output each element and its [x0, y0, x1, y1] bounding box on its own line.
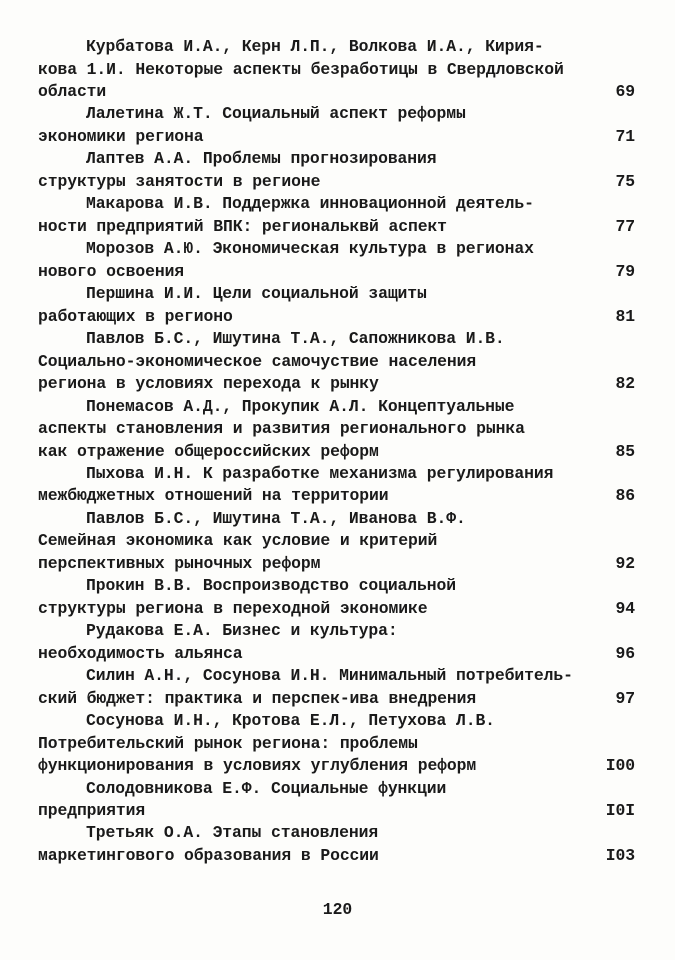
- toc-entry-continuation: экономики региона: [38, 126, 204, 146]
- toc-entry-continuation: перспективных рыночных реформ: [38, 553, 321, 573]
- toc-entry-line: [0, 620, 675, 642]
- toc-entry-line: [0, 733, 675, 755]
- toc-entry-line: [0, 238, 675, 260]
- toc-entry-line: [0, 81, 675, 103]
- toc-entry-line: [0, 261, 675, 283]
- toc-entry-page: 79: [615, 261, 635, 281]
- toc-entry-line: [0, 688, 675, 710]
- toc-entry-page: 71: [615, 126, 635, 146]
- toc-entry-line: [0, 710, 675, 732]
- toc-entry-line: [0, 508, 675, 530]
- toc-entry-page: I00: [605, 756, 635, 775]
- toc-entry-title: Курбатова И.А., Керн Л.П., Волкова И.А., Кирия-: [86, 37, 544, 56]
- toc-entry-continuation: функционирования в условиях углубления реформ: [38, 756, 477, 775]
- toc-entry-title: Пыхова И.Н. К разработке механизма регулирования: [86, 463, 554, 483]
- toc-entry-line: [0, 755, 675, 777]
- toc-entry-continuation: Потребительский рынок региона: проблемы: [38, 733, 418, 753]
- toc-entry-title: Першина И.И. Цели социальной защиты: [86, 284, 427, 304]
- toc-entry-page: 75: [615, 171, 635, 191]
- toc-entry-title: Рудакова Е.А. Бизнес и культура:: [86, 621, 398, 641]
- toc-entry-title: Солодовникова Е.Ф. Социальные функции: [86, 778, 447, 798]
- toc-entry-line: [0, 575, 675, 597]
- toc-entry-page: 85: [615, 441, 635, 461]
- toc-entry-continuation: структуры занятости в регионе: [38, 171, 321, 191]
- toc-entry-line: [0, 530, 675, 552]
- toc-entry-line: [0, 598, 675, 620]
- toc-entry-page: 97: [615, 688, 635, 708]
- toc-entry-title: Понемасов А.Д., Прокупик А.Л. Концептуальные: [86, 396, 515, 416]
- toc-entry-line: [0, 441, 675, 463]
- toc-entry-line: [0, 171, 675, 193]
- toc-entry-continuation: маркетингового образования в России: [38, 845, 379, 865]
- toc-entry-line: [0, 485, 675, 507]
- toc-entry-continuation: нового освоения: [38, 261, 185, 281]
- toc-entry-line: [0, 103, 675, 125]
- toc-entry-page: 92: [615, 553, 635, 573]
- toc-entry-title: Макарова И.В. Поддержка инновационной деятель-: [86, 194, 534, 214]
- toc-entry-title: Силин А.Н., Сосунова И.Н. Минимальный потребитель-: [86, 666, 573, 686]
- toc-entry-title: Лалетина Ж.Т. Социальный аспект реформы: [86, 104, 466, 124]
- page-number: 120: [322, 900, 353, 919]
- toc-entry-line: [0, 283, 675, 305]
- toc-entry-line: [0, 36, 675, 58]
- toc-entry-line: [0, 463, 675, 485]
- toc-entry-title: Павлов Б.С., Ишутина Т.А., Сапожникова И.В.: [86, 329, 505, 349]
- toc-entry-title: Морозов А.Ю. Экономическая культура в регионах: [86, 239, 534, 259]
- toc-entry-continuation: структуры региона в переходной экономике: [38, 598, 428, 618]
- toc-entry-continuation: аспекты становления и развития регионального рынка: [38, 419, 525, 438]
- toc-entry-continuation: Семейная экономика как условие и критерий: [38, 531, 438, 551]
- toc-entry-line: [0, 328, 675, 350]
- toc-entry-line: [0, 373, 675, 395]
- toc-entry-continuation: работающих в регионо: [38, 306, 233, 326]
- toc-entry-title: Лаптев А.А. Проблемы прогнозирования: [86, 149, 437, 169]
- toc-entry-line: [0, 553, 675, 575]
- toc-entry-title: Третьяк О.А. Этапы становления: [86, 823, 379, 843]
- toc-entry-continuation: Социально-экономическое самочуствие населения: [38, 351, 477, 371]
- toc-entry-title: Сосунова И.Н., Кротова Е.Л., Петухова Л.В.: [86, 711, 495, 731]
- toc-entry-line: [0, 643, 675, 665]
- toc-entry-continuation: кова 1.И. Некоторые аспекты безработицы в Свердловской: [38, 59, 564, 79]
- toc-entry-line: [0, 126, 675, 148]
- toc-entry-line: [0, 778, 675, 800]
- toc-entry-page: 96: [615, 643, 635, 663]
- toc-entry-continuation: предприятия: [38, 801, 146, 820]
- toc-entry-continuation: ский бюджет: практика и перспек-ива внедрения: [38, 688, 477, 708]
- toc-entry-continuation: необходимость альянса: [38, 643, 243, 663]
- toc-entry-title: Павлов Б.С., Ишутина Т.А., Иванова В.Ф.: [86, 508, 466, 528]
- toc-entry-continuation: ности предприятий ВПК: региональквй аспект: [38, 216, 447, 236]
- toc-entry-page: 82: [615, 374, 635, 393]
- toc-entry-page: 86: [615, 486, 635, 506]
- toc-entry-continuation: региона в условиях перехода к рынку: [38, 374, 379, 393]
- toc-entry-line: [0, 193, 675, 215]
- toc-entry-continuation: межбюджетных отношений на территории: [38, 486, 389, 506]
- toc-entry-line: [0, 665, 675, 687]
- toc-entry-page: 77: [615, 216, 635, 236]
- toc-entry-page: 81: [615, 306, 635, 326]
- toc-entry-page: 69: [615, 81, 635, 101]
- toc-entry-page: I0I: [605, 801, 635, 820]
- toc-entry-line: [0, 351, 675, 373]
- toc-entry-title: Прокин В.В. Воспроизводство социальной: [86, 576, 456, 596]
- toc-entry-continuation: как отражение общероссийских реформ: [38, 441, 379, 461]
- toc-entry-line: [0, 148, 675, 170]
- toc-entry-line: [0, 306, 675, 328]
- toc-entry-page: I03: [605, 845, 635, 865]
- toc-entry-line: [0, 216, 675, 238]
- toc-entry-line: [0, 418, 675, 440]
- toc-entry-line: [0, 59, 675, 81]
- toc-entry-line: [0, 800, 675, 822]
- toc-entry-line: [0, 396, 675, 418]
- toc-entry-line: [0, 845, 675, 867]
- toc-entry-line: [0, 822, 675, 844]
- toc-entry-continuation: области: [38, 81, 107, 101]
- toc-entry-page: 94: [615, 598, 635, 618]
